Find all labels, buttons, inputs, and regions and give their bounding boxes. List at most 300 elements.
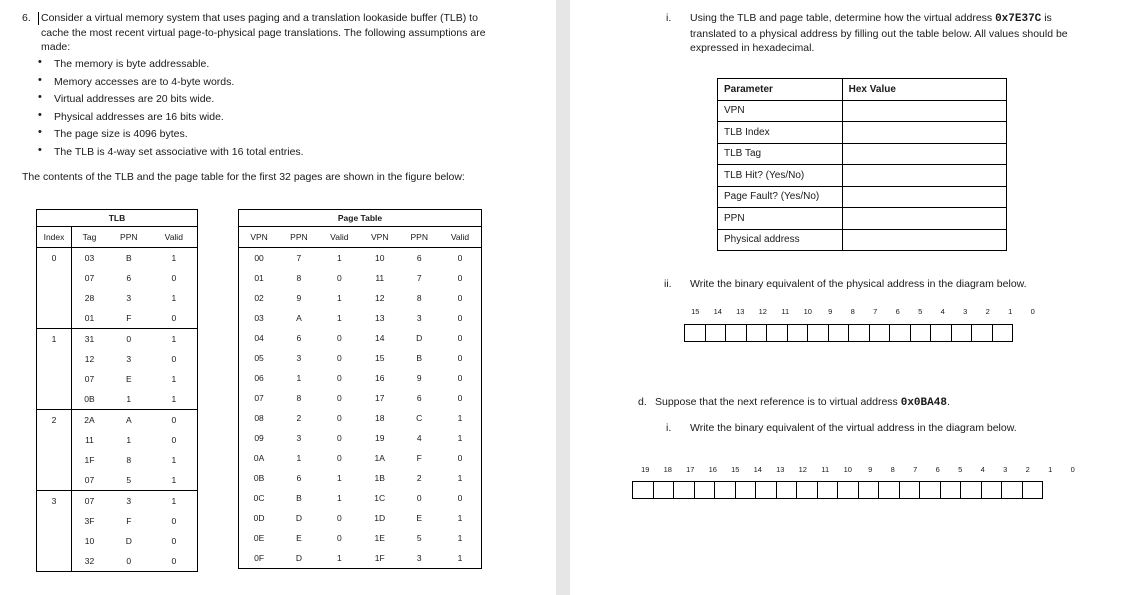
bit-label: 0 xyxy=(1070,465,1075,474)
bit-label: 5 xyxy=(958,465,963,474)
assumption-item: Memory accesses are to 4-byte words. xyxy=(54,75,235,88)
tlb-cell: F xyxy=(107,308,151,329)
tlb-cell: 1 xyxy=(171,334,177,344)
page-table-cell: 1 xyxy=(296,373,302,383)
page-table-cell: 19 xyxy=(374,433,385,443)
page-table-cell: 0D xyxy=(253,513,265,523)
param-name: Page Fault? (Yes/No) xyxy=(718,186,843,208)
tlb-cell: 0 xyxy=(171,536,177,546)
text-cursor xyxy=(38,12,39,25)
tlb-cell: F xyxy=(126,516,132,526)
tlb-header-row xyxy=(37,227,198,248)
page-table-cell: D xyxy=(295,513,302,523)
tlb-cell: 1 xyxy=(171,374,177,384)
tlb-cell: 0 xyxy=(171,273,177,283)
page-table-cell: 12 xyxy=(374,293,385,303)
tlb-row xyxy=(37,410,198,431)
virtual-address-bit-boxes xyxy=(633,481,1043,499)
page-table-header-cell: VPN xyxy=(360,227,400,248)
page-table-cell: 0 xyxy=(457,393,463,403)
param-value-cell[interactable] xyxy=(842,208,1006,230)
page-table-cell: C xyxy=(416,413,423,423)
tlb-cell: 1 xyxy=(107,389,151,410)
tlb-header-cell: Tag xyxy=(72,227,107,248)
bullet-icon: • xyxy=(38,126,42,138)
tlb-cell: 1F xyxy=(84,455,95,465)
page-table-cell: 3 xyxy=(296,353,302,363)
page-table-row xyxy=(239,248,482,269)
page-table-cell: D xyxy=(416,333,423,343)
page-table-cell: 6 xyxy=(296,333,302,343)
bit-box[interactable] xyxy=(725,324,747,342)
tlb-cell: 07 xyxy=(72,470,107,491)
bit-box[interactable] xyxy=(919,481,941,499)
param-row xyxy=(718,229,1007,251)
bit-label: 1 xyxy=(1048,465,1053,474)
bullet-icon: • xyxy=(38,143,42,156)
bit-label: 18 xyxy=(663,465,672,474)
page-table-cell: 1A xyxy=(374,453,385,463)
bit-label: 14 xyxy=(713,307,722,316)
page-table-cell: 1C xyxy=(374,493,386,503)
page-table-cell: 1 xyxy=(457,413,463,423)
page-table-cell: 0 xyxy=(336,433,342,443)
bit-label: 12 xyxy=(758,307,767,316)
bit-box[interactable] xyxy=(1001,481,1023,499)
bit-label: 4 xyxy=(980,465,985,474)
page-table-cell: 1B xyxy=(374,473,385,483)
tlb-cell: 0 xyxy=(171,354,177,364)
part-d-sub-label: i. xyxy=(666,422,672,434)
assumption-item: Virtual addresses are 20 bits wide. xyxy=(54,93,215,105)
page-table-cell: 13 xyxy=(374,313,385,323)
param-value-cell[interactable] xyxy=(842,186,1006,208)
tlb-cell: 28 xyxy=(84,293,95,303)
page-table-cell: 05 xyxy=(254,353,264,363)
param-name: Physical address xyxy=(718,229,843,251)
bit-label: 10 xyxy=(803,307,812,316)
tlb-title: TLB xyxy=(37,210,198,227)
part-d-address: 0x0BA48 xyxy=(900,397,947,409)
bit-label: 2 xyxy=(985,307,990,316)
page-table-cell: 17 xyxy=(374,393,385,403)
page-table-cell: 1 xyxy=(457,433,463,443)
bit-label: 3 xyxy=(963,307,968,316)
part-ii-text: Write the binary equivalent of the physical address in the diagram below. xyxy=(690,278,1027,290)
part-i-address: 0x7E37C xyxy=(995,13,1042,25)
param-name: TLB Index xyxy=(718,122,843,144)
bullet-icon: • xyxy=(38,56,42,68)
bit-label: 4 xyxy=(940,307,945,316)
page-table-cell: 06 xyxy=(254,373,264,383)
bit-box[interactable] xyxy=(694,481,716,499)
bit-label: 2 xyxy=(1025,465,1030,474)
param-value-cell[interactable] xyxy=(842,165,1006,187)
page-table-row xyxy=(239,368,482,388)
page-table-cell: 10 xyxy=(374,253,385,263)
part-d-text xyxy=(655,395,950,411)
page-table-cell: 0 xyxy=(416,493,422,503)
page-table-row xyxy=(239,348,482,368)
tlb-cell: 1 xyxy=(151,470,198,491)
tlb-cell: 12 xyxy=(84,354,95,364)
page-table-cell: 0 xyxy=(457,313,463,323)
bit-label: 7 xyxy=(873,307,878,316)
bit-box[interactable] xyxy=(951,324,973,342)
page-table-cell: 00 xyxy=(254,253,264,263)
page-table-cell: 9 xyxy=(296,293,302,303)
bit-box[interactable] xyxy=(673,481,695,499)
bullet-icon: • xyxy=(38,73,42,86)
param-value-cell[interactable] xyxy=(842,122,1006,144)
tlb-cell: 0 xyxy=(171,556,177,566)
page-table-cell: 8 xyxy=(296,273,302,283)
param-header-cell: Hex Value xyxy=(842,79,1006,101)
page-table-row xyxy=(239,468,482,488)
page-table-cell: 1 xyxy=(457,533,463,543)
page-table-row xyxy=(239,488,482,508)
bit-box[interactable] xyxy=(960,481,982,499)
problem-number: 6. xyxy=(22,12,31,24)
page-table-row xyxy=(239,388,482,408)
tlb-cell: 0 xyxy=(171,516,177,526)
assumption-item: The TLB is 4-way set associative with 16 total entries. xyxy=(54,145,304,158)
bit-label: 9 xyxy=(868,465,873,474)
tlb-cell: E xyxy=(125,374,132,384)
bit-box[interactable] xyxy=(817,481,839,499)
bit-label: 8 xyxy=(850,307,855,316)
bit-label: 0 xyxy=(1030,307,1035,316)
tlb-cell: 32 xyxy=(84,556,95,566)
page-table-cell: 1 xyxy=(457,513,463,523)
bit-box[interactable] xyxy=(787,324,809,342)
bit-box[interactable] xyxy=(653,481,675,499)
page-table-cell: 0 xyxy=(336,533,342,543)
tlb-cell: 1 xyxy=(151,389,198,410)
bit-box[interactable] xyxy=(807,324,829,342)
page-table-cell: 0 xyxy=(457,493,463,503)
page-table-row xyxy=(239,528,482,548)
page-table-cell: 1 xyxy=(457,553,463,563)
page-table-cell: 0F xyxy=(254,553,265,563)
page-table-title-row xyxy=(239,210,482,227)
page-table-cell: 1 xyxy=(336,313,342,323)
tlb-index-cell: 0 xyxy=(37,248,72,329)
part-d-text-after: . xyxy=(946,396,950,408)
tlb-index-cell: 2 xyxy=(37,410,72,491)
bit-box[interactable] xyxy=(971,324,993,342)
page-table-cell: 6 xyxy=(296,473,302,483)
bit-label: 7 xyxy=(913,465,918,474)
bit-box[interactable] xyxy=(632,481,654,499)
tlb-cell: 0 xyxy=(171,435,177,445)
part-d-sub-text: Write the binary equivalent of the virtual address in the diagram below. xyxy=(690,422,1017,434)
page-table-cell: 3 xyxy=(416,313,422,323)
bit-box[interactable] xyxy=(796,481,818,499)
tlb-cell: 07 xyxy=(84,273,95,283)
bit-box[interactable] xyxy=(858,481,880,499)
page-table-cell: 0 xyxy=(336,373,342,383)
tlb-cell: 1 xyxy=(171,253,177,263)
part-i-label: i. xyxy=(666,12,672,24)
page-table-cell: E xyxy=(296,533,302,543)
bit-label: 16 xyxy=(708,465,717,474)
param-table xyxy=(717,78,1007,251)
page-table-cell: 0C xyxy=(253,493,265,503)
param-value-cell[interactable] xyxy=(842,143,1006,165)
bit-label: 15 xyxy=(731,465,740,474)
bit-box[interactable] xyxy=(940,481,962,499)
bit-label: 19 xyxy=(641,465,650,474)
page-table-cell: 1 xyxy=(457,473,463,483)
tlb-cell: 11 xyxy=(85,435,94,445)
tlb-cell: 10 xyxy=(84,536,95,546)
bit-label: 13 xyxy=(776,465,785,474)
tlb-cell: 3 xyxy=(126,496,132,506)
param-row xyxy=(718,165,1007,187)
bit-box[interactable] xyxy=(848,324,870,342)
page-table-title: Page Table xyxy=(239,210,482,227)
tlb-header-cell: Index xyxy=(37,227,72,248)
page-table-cell: 09 xyxy=(254,433,264,443)
tlb-cell: 07 xyxy=(84,496,95,506)
virtual-address-bit-labels xyxy=(634,465,1084,474)
page-table-cell: E xyxy=(416,513,423,523)
page-table-cell: 0A xyxy=(253,453,265,463)
page-table-cell: 1 xyxy=(336,473,342,483)
tlb-header-cell: Valid xyxy=(151,227,198,248)
page-table-row xyxy=(239,448,482,468)
page-table-row xyxy=(239,288,482,308)
page-table-header-row xyxy=(239,227,482,248)
page-table-cell: 0 xyxy=(457,373,463,383)
bit-label: 8 xyxy=(890,465,895,474)
page-table-row xyxy=(239,308,482,328)
bit-label: 3 xyxy=(1003,465,1008,474)
bit-box[interactable] xyxy=(899,481,921,499)
page-table-cell: A xyxy=(296,313,302,323)
part-ii-label: ii. xyxy=(664,278,672,290)
page-table-cell: 0 xyxy=(336,513,342,523)
physical-address-bit-boxes xyxy=(685,324,1013,342)
contents-note: The contents of the TLB and the page table for the first 32 pages are shown in the figure below: xyxy=(22,171,465,183)
tlb-row xyxy=(37,329,198,350)
param-name: TLB Hit? (Yes/No) xyxy=(718,165,843,187)
bit-box[interactable] xyxy=(766,324,788,342)
page-table-cell: 0 xyxy=(457,453,463,463)
right-page xyxy=(570,0,1146,595)
tlb-cell: 07 xyxy=(84,374,95,384)
tlb-cell: 1 xyxy=(126,435,132,445)
tlb-header-cell: PPN xyxy=(107,227,151,248)
page-table-cell: 0 xyxy=(457,293,463,303)
page-table-cell: 8 xyxy=(416,293,422,303)
page-table-cell: B xyxy=(416,353,423,363)
page-table-cell: 1F xyxy=(374,553,385,563)
bit-box[interactable] xyxy=(735,481,757,499)
page-table-cell: B xyxy=(296,493,302,503)
bit-label: 6 xyxy=(935,465,940,474)
tlb-cell: A xyxy=(125,415,132,425)
page-table-cell: 3 xyxy=(416,553,422,563)
page-table-cell: 0 xyxy=(336,353,342,363)
param-value-cell[interactable] xyxy=(842,229,1006,251)
tlb-cell: 3 xyxy=(126,293,132,303)
page-table-cell: 7 xyxy=(416,273,422,283)
problem-intro: Consider a virtual memory system that uses paging and a translation lookaside buffer (TLB) to cache the most recent virtual page-to-physical page translations. The following assumptions are made: xyxy=(41,12,486,53)
tlb-index-cell: 3 xyxy=(37,491,72,572)
page-table-cell: 04 xyxy=(254,333,264,343)
page-table-row xyxy=(239,328,482,348)
page-table-cell: F xyxy=(416,453,422,463)
param-header-row xyxy=(718,79,1007,101)
bit-label: 11 xyxy=(821,465,830,474)
tlb-cell: D xyxy=(125,536,132,546)
tlb-table xyxy=(36,209,198,572)
tlb-cell: 0 xyxy=(171,415,177,425)
page-table-cell: 0 xyxy=(336,333,342,343)
page-table-cell: 2 xyxy=(296,413,302,423)
page-table-cell: 07 xyxy=(254,393,264,403)
page-table-row xyxy=(239,548,482,569)
tlb-index-cell: 1 xyxy=(37,329,72,410)
bit-box[interactable] xyxy=(930,324,952,342)
param-row xyxy=(718,100,1007,122)
bit-label: 15 xyxy=(691,307,700,316)
tlb-cell: 1 xyxy=(171,496,177,506)
bit-box[interactable] xyxy=(910,324,932,342)
page-table-cell: 5 xyxy=(416,533,422,543)
tlb-cell: 0 xyxy=(151,308,198,329)
bit-box[interactable] xyxy=(714,481,736,499)
bit-box[interactable] xyxy=(889,324,911,342)
bit-box[interactable] xyxy=(992,324,1014,342)
tlb-title-row xyxy=(37,210,198,227)
page-table-header-cell: Valid xyxy=(439,227,482,248)
assumption-item: The page size is 4096 bytes. xyxy=(54,128,188,140)
part-i-text-after: is translated to a physical address by filling out the table below. All values should be expressed in hexadecimal. xyxy=(690,12,1068,54)
page-table-cell: 0 xyxy=(336,413,342,423)
param-name: PPN xyxy=(718,208,843,230)
page-table-cell: 18 xyxy=(374,413,385,423)
page-table-cell: 9 xyxy=(416,373,422,383)
part-i-text xyxy=(690,11,1080,56)
bit-label: 12 xyxy=(798,465,807,474)
bullet-icon: • xyxy=(38,108,42,121)
page-table-row xyxy=(239,268,482,288)
page-table-cell: 1D xyxy=(374,513,386,523)
page-table-cell: 02 xyxy=(254,293,264,303)
page-table-cell: 1 xyxy=(336,553,342,563)
bit-box[interactable] xyxy=(878,481,900,499)
page-table-cell: 08 xyxy=(254,413,264,423)
param-name: VPN xyxy=(718,100,843,122)
page-table-cell: 11 xyxy=(375,273,385,283)
page-table-row xyxy=(239,428,482,448)
tlb-cell: 6 xyxy=(126,273,132,283)
bit-box[interactable] xyxy=(684,324,706,342)
page-table-cell: 0E xyxy=(253,533,265,543)
bit-label: 9 xyxy=(828,307,833,316)
tlb-cell: 31 xyxy=(84,334,95,344)
bit-box[interactable] xyxy=(837,481,859,499)
tlb-cell: 5 xyxy=(107,470,151,491)
param-row xyxy=(718,143,1007,165)
param-row xyxy=(718,208,1007,230)
page-table-cell: 0 xyxy=(336,273,342,283)
tlb-cell: 1 xyxy=(171,455,177,465)
tlb-row xyxy=(37,491,198,512)
bit-label: 5 xyxy=(918,307,923,316)
bit-label: 14 xyxy=(753,465,762,474)
bit-box[interactable] xyxy=(869,324,891,342)
tlb-cell: 01 xyxy=(72,308,107,329)
page-table-cell: 4 xyxy=(416,433,422,443)
page-table-row xyxy=(239,508,482,528)
tlb-row xyxy=(37,248,198,269)
tlb-cell: 0 xyxy=(126,334,132,344)
page-table-cell: 1E xyxy=(374,533,385,543)
tlb-cell: B xyxy=(125,253,132,263)
page-table-header-cell: Valid xyxy=(319,227,360,248)
tlb-cell: 0B xyxy=(72,389,107,410)
param-header-cell: Parameter xyxy=(718,79,843,101)
page-table-cell: 14 xyxy=(374,333,385,343)
page-table-cell: 1 xyxy=(336,253,342,263)
page-table xyxy=(238,209,482,569)
tlb-cell: 2A xyxy=(84,415,95,425)
assumption-item: The memory is byte addressable. xyxy=(54,58,210,70)
page-table-cell: 0 xyxy=(457,353,463,363)
page-table-cell: 0B xyxy=(253,473,265,483)
bit-label: 6 xyxy=(895,307,900,316)
bullet-icon: • xyxy=(38,91,42,103)
bit-box[interactable] xyxy=(755,481,777,499)
param-row xyxy=(718,122,1007,144)
param-value-cell[interactable] xyxy=(842,100,1006,122)
bit-label: 17 xyxy=(686,465,695,474)
tlb-cell: 8 xyxy=(126,455,132,465)
bit-box[interactable] xyxy=(776,481,798,499)
page-table-cell: 1 xyxy=(336,493,342,503)
page-table-cell: 16 xyxy=(374,373,385,383)
page-table-cell: 1 xyxy=(296,453,302,463)
bit-box[interactable] xyxy=(746,324,768,342)
bit-label: 11 xyxy=(781,307,790,316)
page-table-cell: 0 xyxy=(457,273,463,283)
page-table-cell: 0 xyxy=(336,453,342,463)
page-table-cell: 0 xyxy=(336,393,342,403)
page-table-cell: 1 xyxy=(336,293,342,303)
tlb-cell: 03 xyxy=(84,253,95,263)
page-table-cell: 0 xyxy=(457,333,463,343)
bit-box[interactable] xyxy=(705,324,727,342)
page-table-cell: 6 xyxy=(416,253,422,263)
page-table-cell: 15 xyxy=(374,353,385,363)
page-table-cell: 8 xyxy=(296,393,302,403)
page-table-cell: 3 xyxy=(296,433,302,443)
param-row xyxy=(718,186,1007,208)
bit-box[interactable] xyxy=(981,481,1003,499)
page-table-cell: 01 xyxy=(254,273,264,283)
part-d-label: d. xyxy=(638,396,647,408)
page-table-cell: 0 xyxy=(457,253,463,263)
assumption-item: Physical addresses are 16 bits wide. xyxy=(54,110,224,123)
bit-box[interactable] xyxy=(828,324,850,342)
bit-box[interactable] xyxy=(1022,481,1044,499)
bit-label: 13 xyxy=(736,307,745,316)
page-table-cell: 2 xyxy=(416,473,422,483)
